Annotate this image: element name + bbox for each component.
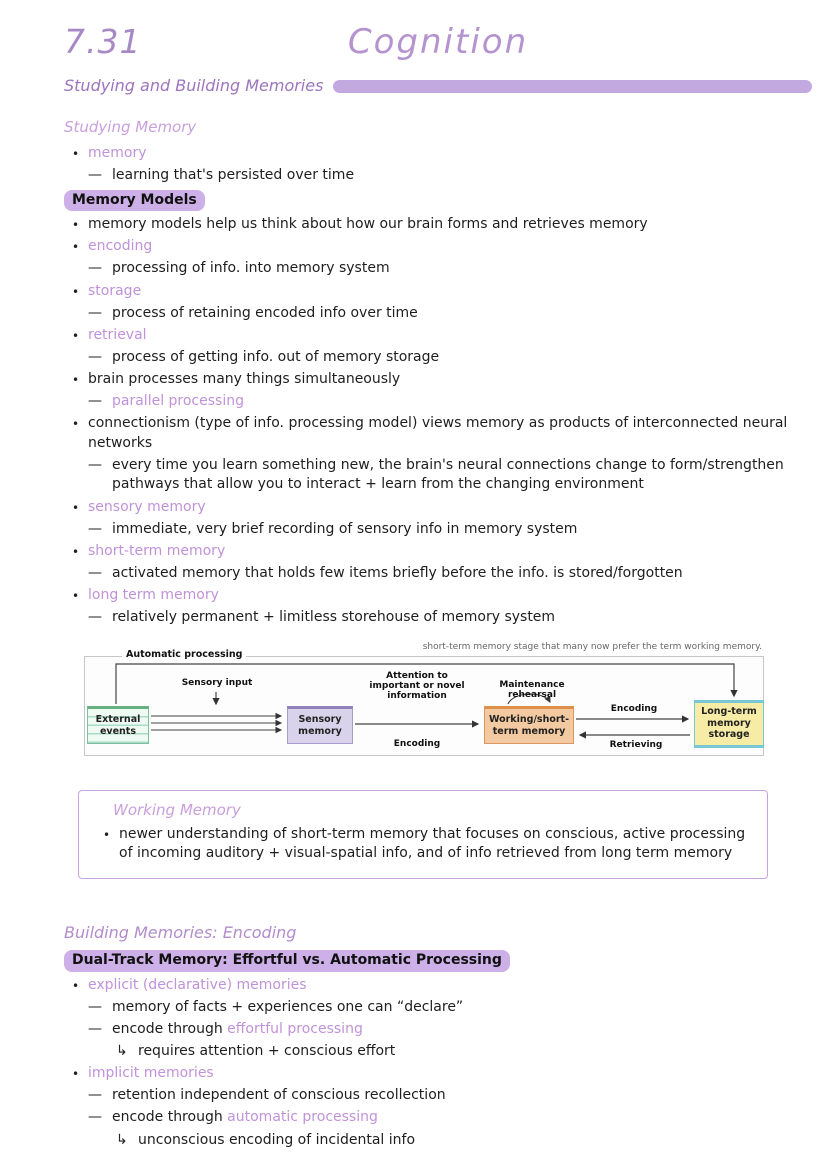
note-line-dash xyxy=(64,520,812,540)
bullet-marker: • xyxy=(72,417,80,432)
note-text: brain processes many things simultaneously xyxy=(88,370,401,387)
dash-marker: — xyxy=(88,608,102,625)
note-line-dash xyxy=(64,564,812,584)
note-line-content xyxy=(88,542,812,562)
note-text: activated memory that holds few items briefly before the info. is stored/forgotten xyxy=(112,564,683,581)
label-encoding-2: Encoding xyxy=(610,703,658,714)
working-memory-box xyxy=(78,790,768,880)
bullet-marker: • xyxy=(72,328,80,343)
note-line-content xyxy=(88,370,812,390)
bullet-marker: • xyxy=(72,1067,80,1082)
note-line-hlline xyxy=(64,190,812,212)
note-line-arrow xyxy=(64,1131,812,1151)
note-text: immediate, very brief recording of sensory info in memory system xyxy=(112,520,578,537)
note-line-dash xyxy=(64,456,812,495)
note-text: encode through xyxy=(112,1109,228,1126)
bullet-marker: • xyxy=(72,588,80,603)
note-text: Dual-Track Memory: Effortful vs. Automatic Processing xyxy=(72,952,502,969)
note-text: newer understanding of short-term memory that focuses on conscious, active processing of incoming auditory + visual-spatial info, and of info retrieved from long term memory xyxy=(119,825,746,862)
note-line-content xyxy=(88,326,812,346)
note-text: retention independent of conscious recollection xyxy=(112,1087,446,1104)
note-text: process of retaining encoded info over time xyxy=(112,304,418,321)
note-line-bullet xyxy=(64,326,812,346)
note-line-content xyxy=(112,608,812,628)
note-line-content xyxy=(112,520,812,540)
diagram-caption: short-term memory stage that many now prefer the term working memory. xyxy=(422,641,762,652)
note-text: encode through xyxy=(112,1021,228,1038)
note-line-content xyxy=(112,1020,812,1040)
note-text: process of getting info. out of memory storage xyxy=(112,348,440,365)
note-line-content xyxy=(88,414,812,453)
note-text: memory models help us think about how our brain forms and retrieves memory xyxy=(88,216,648,233)
arrow-marker: ↳ xyxy=(116,1043,128,1060)
note-line-dash xyxy=(64,259,812,279)
dash-marker: — xyxy=(88,393,102,410)
bullet-marker: • xyxy=(72,240,80,255)
bullet-marker: • xyxy=(72,218,80,233)
note-text: effortful processing xyxy=(227,1021,363,1038)
note-line-content xyxy=(88,976,812,996)
note-text: explicit (declarative) memories xyxy=(88,976,307,993)
note-text: Memory Models xyxy=(72,191,197,208)
note-text: automatic processing xyxy=(227,1109,378,1126)
note-line-content xyxy=(112,166,812,186)
arrow-marker: ↳ xyxy=(116,1131,128,1148)
note-text: storage xyxy=(88,282,142,299)
dash-marker: — xyxy=(88,998,102,1015)
note-line-bullet xyxy=(64,976,812,996)
note-line-arrow xyxy=(64,1042,812,1062)
section2-title: Building Memories: Encoding xyxy=(64,923,297,943)
note-line-bullet xyxy=(64,1064,812,1084)
note-text: requires attention + conscious effort xyxy=(138,1043,396,1060)
note-line-bullet xyxy=(64,215,812,235)
note-text: memory xyxy=(88,145,147,161)
page-title: Cognition xyxy=(347,22,529,62)
note-line-content xyxy=(64,950,510,972)
note-line-hlline xyxy=(64,950,812,972)
note-line-content xyxy=(112,304,812,324)
bullet-marker: • xyxy=(72,978,80,993)
page-number: 7.31 xyxy=(64,22,142,61)
label-automatic-processing: Automatic processing xyxy=(122,650,246,661)
note-line-content xyxy=(112,348,812,368)
note-line-content xyxy=(88,237,812,257)
note-text: parallel processing xyxy=(112,393,244,410)
note-line-content xyxy=(64,190,205,212)
note-text: sensory memory xyxy=(88,498,206,515)
note-line-content xyxy=(88,215,812,235)
note-text: retrieval xyxy=(88,326,147,343)
dash-marker: — xyxy=(88,1021,102,1038)
note-line-content xyxy=(88,282,812,302)
note-line-content xyxy=(64,117,812,138)
bullet-marker: • xyxy=(103,827,111,842)
note-line-bullet xyxy=(64,586,812,606)
box-long-term-memory-storage: Long-term memory storage xyxy=(694,700,764,748)
note-text: encoding xyxy=(88,238,153,255)
note-line-dash xyxy=(64,998,812,1018)
note-text: connectionism (type of info. processing model) views memory as products of interconnected neural networks xyxy=(88,415,788,451)
note-line-content xyxy=(88,144,812,164)
section1-title: Studying and Building Memories xyxy=(64,76,324,95)
bullet-marker: • xyxy=(72,500,80,515)
note-line-sub xyxy=(64,117,812,138)
label-attention: Attention to important or novel information xyxy=(369,670,465,702)
note-line-dash xyxy=(64,304,812,324)
working-memory-definition xyxy=(95,825,751,864)
note-line-content xyxy=(112,259,812,279)
note-text: processing of info. into memory system xyxy=(112,260,390,277)
note-line-bullet xyxy=(64,414,812,453)
bullet-marker: • xyxy=(72,147,80,161)
note-line-dash xyxy=(64,166,812,186)
dash-marker: — xyxy=(88,304,102,321)
dash-marker: — xyxy=(88,348,102,365)
label-maintenance-rehearsal: Maintenance rehearsal xyxy=(499,679,565,700)
note-text: unconscious encoding of incidental info xyxy=(138,1131,416,1148)
note-text: long term memory xyxy=(88,586,219,603)
note-text: relatively permanent + limitless storehouse of memory system xyxy=(112,608,556,625)
dash-marker: — xyxy=(88,1087,102,1104)
note-line-content xyxy=(138,1131,812,1151)
note-text: Studying Memory xyxy=(64,118,197,136)
note-text: learning that's persisted over time xyxy=(112,167,355,184)
note-line-content xyxy=(112,1086,812,1106)
note-line-content xyxy=(138,1042,812,1062)
note-line-content xyxy=(112,392,812,412)
note-line-content xyxy=(112,564,812,584)
note-text: memory of facts + experiences one can “declare” xyxy=(112,998,464,1015)
box-working-short-term-memory: Working/short-term memory xyxy=(484,706,574,744)
bullet-marker: • xyxy=(72,544,80,559)
label-retrieving: Retrieving xyxy=(609,739,663,750)
box-external-events: External events xyxy=(87,706,149,744)
label-sensory-input: Sensory input xyxy=(181,677,253,688)
dash-marker: — xyxy=(88,564,102,581)
working-memory-title: Working Memory xyxy=(113,800,241,819)
dash-marker: — xyxy=(88,456,102,473)
dash-marker: — xyxy=(88,260,102,277)
note-line-dash xyxy=(64,608,812,628)
note-text: every time you learn something new, the brain's neural connections change to form/strengthen pathways that allow you to interact + learn from the changing environment xyxy=(112,456,784,493)
note-line-bullet xyxy=(64,542,812,562)
note-line-bullet xyxy=(64,144,812,164)
note-line-content xyxy=(112,456,812,495)
note-line-dash xyxy=(64,1086,812,1106)
dash-marker: — xyxy=(88,1109,102,1126)
section1-title-row xyxy=(64,76,812,95)
note-line-content xyxy=(112,1108,812,1128)
note-line-dash xyxy=(64,348,812,368)
note-line-bullet xyxy=(64,498,812,518)
label-encoding-1: Encoding xyxy=(393,738,441,749)
note-text: short-term memory xyxy=(88,542,226,559)
note-line-dash xyxy=(64,1020,812,1040)
section1-lines xyxy=(64,117,812,628)
note-line-bullet xyxy=(64,237,812,257)
note-line-dash xyxy=(64,1108,812,1128)
note-text: implicit memories xyxy=(88,1065,214,1082)
memory-model-diagram xyxy=(84,642,766,764)
note-line-content xyxy=(88,586,812,606)
note-line-bullet xyxy=(64,282,812,302)
page-header xyxy=(64,22,812,62)
section-highlight-bar xyxy=(333,80,812,93)
dash-marker: — xyxy=(88,520,102,537)
note-line-content xyxy=(88,498,812,518)
dash-marker: — xyxy=(88,167,102,184)
note-line-content xyxy=(112,998,812,1018)
box-sensory-memory: Sensory memory xyxy=(287,706,353,744)
bullet-marker: • xyxy=(72,372,80,387)
section2-lines xyxy=(64,950,812,1150)
bullet-marker: • xyxy=(72,284,80,299)
note-line-bullet xyxy=(64,370,812,390)
note-line-content xyxy=(88,1064,812,1084)
note-line-dash xyxy=(64,392,812,412)
